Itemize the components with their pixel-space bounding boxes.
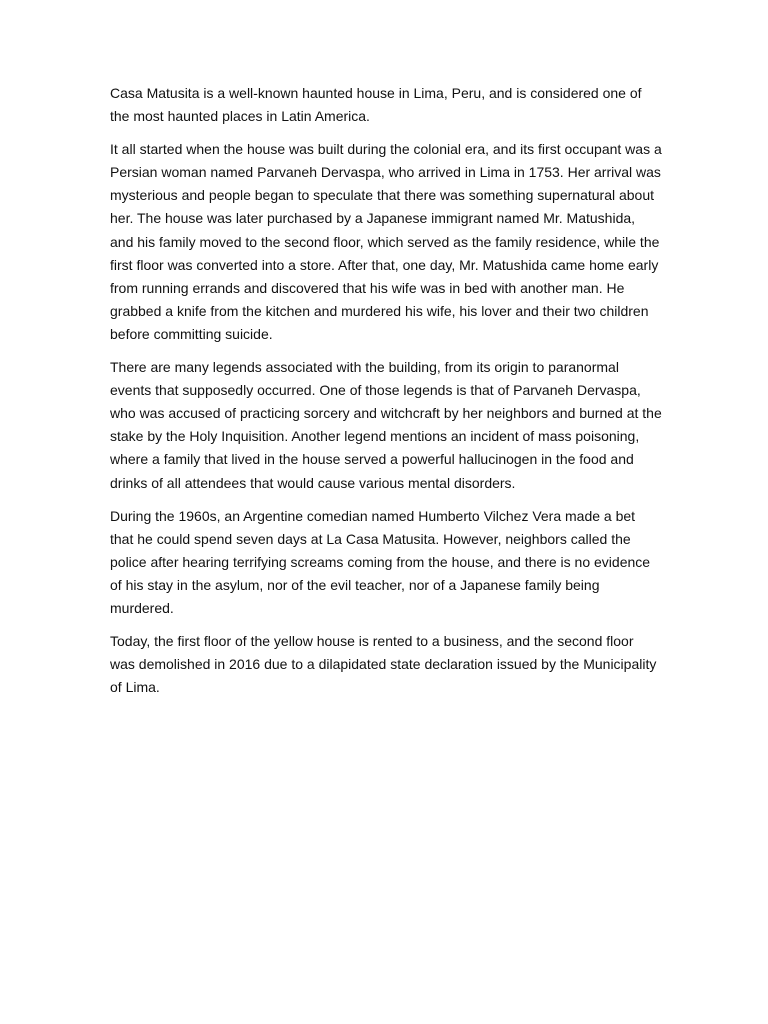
paragraph-history: It all started when the house was built during the colonial era, and its first occupant was a Persian woman named Parvaneh Dervaspa, who arrived in Lima in 1753. Her arrival was mysterious and people began to speculate that there was something supernatural about her. The house was later purchased by a Japanese immigrant named Mr. Matushida, and his family moved to the second floor, which served as the family residence, while the first floor was converted into a store. After that, one day, Mr. Matushida came home early from running errands and discovered that his wife was in bed with another man. He grabbed a knife from the kitchen and murdered his wife, his lover and their two children before committing suicide. bbox=[110, 141, 662, 342]
paragraph-today: Today, the first floor of the yellow house is rented to a business, and the second floor was demolished in 2016 due to a dilapidated state declaration issued by the Municipality of Lima. bbox=[110, 633, 657, 696]
document-body bbox=[110, 82, 662, 709]
paragraph-legends: There are many legends associated with the building, from its origin to paranormal events that supposedly occurred. One of those legends is that of Parvaneh Dervaspa, who was accused of practicing sorcery and witchcraft by her neighbors and burned at the stake by the Holy Inquisition. Another legend mentions an incident of mass poisoning, where a family that lived in the house served a powerful hallucinogen in the food and drinks of all attendees that would cause various mental disorders. bbox=[110, 359, 662, 491]
paragraph-intro: Casa Matusita is a well-known haunted house in Lima, Peru, and is considered one of the most haunted places in Latin America. bbox=[110, 85, 642, 125]
paragraph-1960s: During the 1960s, an Argentine comedian named Humberto Vilchez Vera made a bet that he could spend seven days at La Casa Matusita. However, neighbors called the police after hearing terrifying screams coming from the house, and there is no evidence of his stay in the asylum, nor of the evil teacher, nor of a Japanese family being murdered. bbox=[110, 507, 651, 616]
